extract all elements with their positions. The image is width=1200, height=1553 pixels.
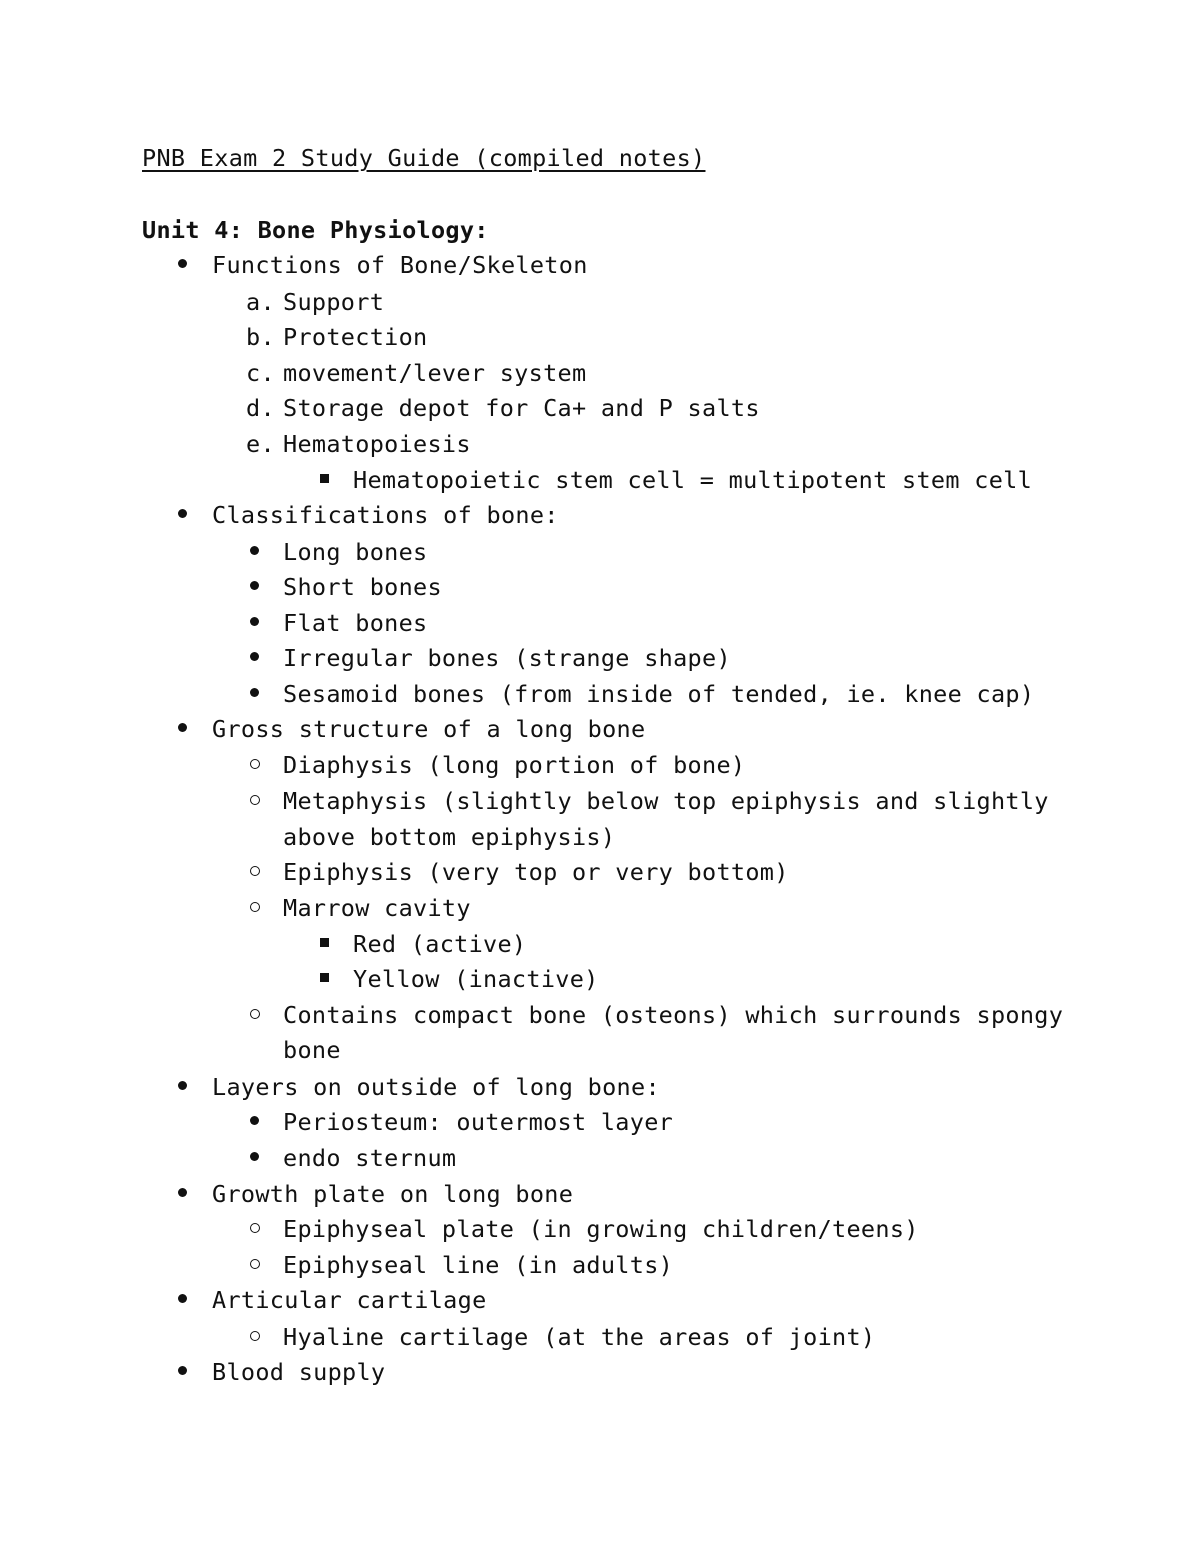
bullet-icon: [250, 652, 259, 661]
square-bullet-icon: [320, 973, 329, 982]
circle-bullet-icon: [250, 1259, 260, 1269]
square-bullet-icon: [320, 474, 329, 483]
bullet-icon: [178, 723, 187, 732]
circle-bullet-icon: [250, 866, 260, 876]
circle-bullet-icon: [250, 759, 260, 769]
circle-bullet-icon: [250, 902, 260, 912]
bullet-icon: [250, 1152, 259, 1161]
bullet-icon: [178, 1366, 187, 1375]
circle-bullet-icon: [250, 1223, 260, 1233]
circle-bullet-icon: [250, 795, 260, 805]
bullet-icon: [178, 509, 187, 518]
document-page: PNB Exam 2 Study Guide (compiled notes) Unit 4: Bone Physiology: Functions of Bone/Skeleton a. Support b. Protection c. movement/lever system d. Storage depot for Ca+ and P salts e. Hematopoiesis Hematopoietic stem cell = multipotent stem cell Classifications of bone: Long bones Short bones Flat bones Irregular bones (strange shape) Sesamoid bones (from inside of tended, ie. knee cap) Gross structure of a long bone Diaphysis (long portion of bone) Metaphysis (slightly below top epiphysis and slightly above bottom epiphysis) Epiphysis (very top or very bottom) Marrow cavity Red (active) Yellow (inactive) Contains compact bone (osteons) which surrounds spongy bone Layers on outside of long bone: Periosteum: outermost layer endo sternum Growth plate on long bone Epiphyseal plate (in growing children/teens) Epiphyseal line (in adults) Articular cartilage Hyaline cartilage (at the areas of joint) Blood supply: [142, 144, 1064, 1386]
bullet-icon: [178, 259, 187, 268]
bullet-icon: [250, 1116, 259, 1125]
circle-bullet-icon: [250, 1009, 260, 1019]
bullet-icon: [178, 1188, 187, 1197]
document-title: PNB Exam 2 Study Guide (compiled notes): [142, 144, 706, 172]
unit-heading: Unit 4: Bone Physiology:: [142, 216, 489, 244]
circle-bullet-icon: [250, 1331, 260, 1341]
bullet-icon: [250, 688, 259, 697]
square-bullet-icon: [320, 938, 329, 947]
bullet-icon: [250, 546, 259, 555]
bullet-icon: [178, 1294, 187, 1303]
bullet-icon: [250, 581, 259, 590]
bullet-icon: [178, 1081, 187, 1090]
bullet-icon: [250, 617, 259, 626]
